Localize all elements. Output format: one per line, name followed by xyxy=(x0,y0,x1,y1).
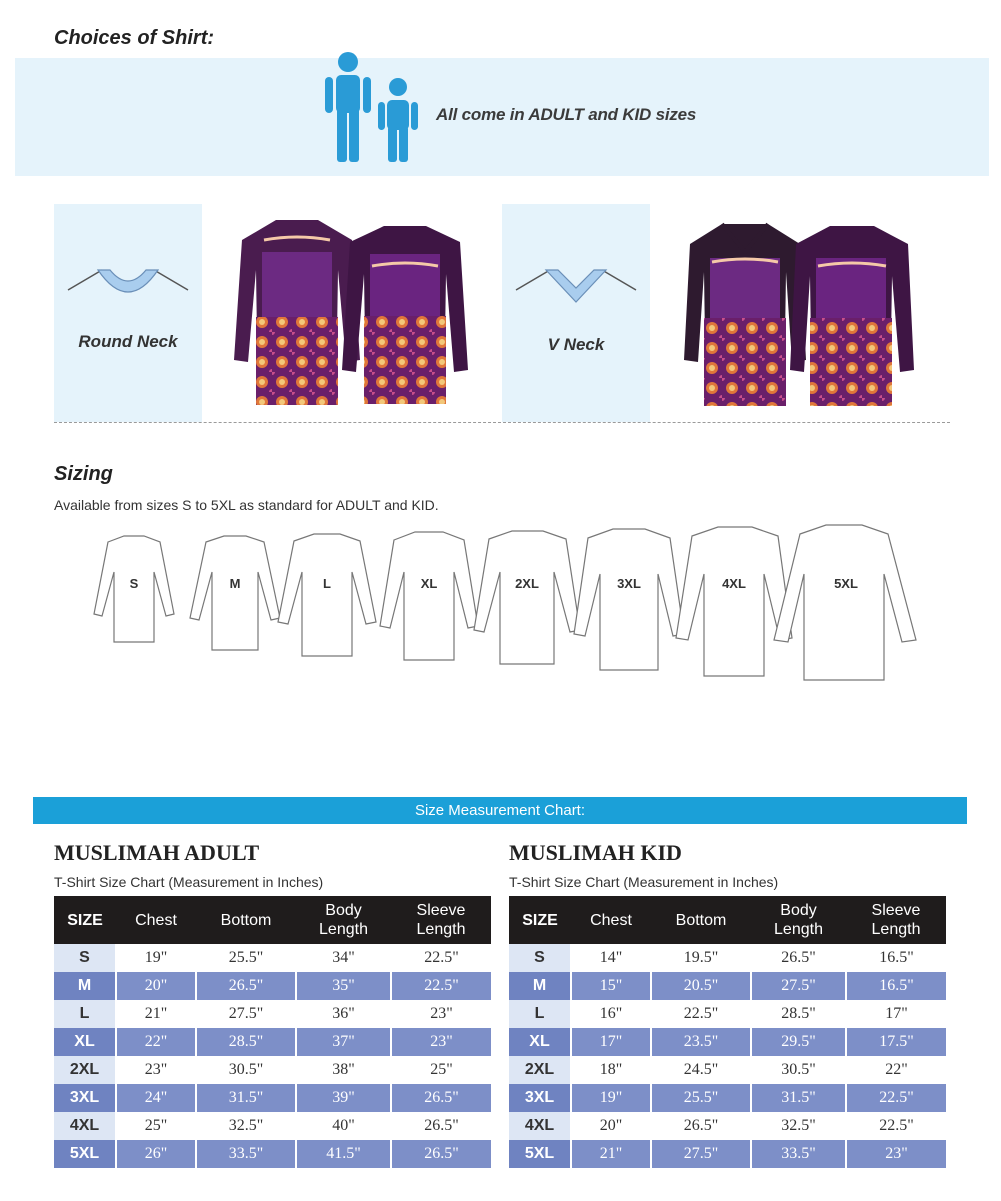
cell-body-length: 26.5" xyxy=(751,944,846,972)
cell-size: 4XL xyxy=(54,1112,116,1140)
cell-body-length: 31.5" xyxy=(751,1084,846,1112)
cell-chest: 20" xyxy=(116,972,196,1000)
round-neck-icon xyxy=(66,262,190,308)
cell-chest: 21" xyxy=(571,1140,651,1168)
size-shirt-4xl-icon xyxy=(676,527,792,676)
cell-sleeve-length: 22" xyxy=(846,1056,946,1084)
cell-bottom: 27.5" xyxy=(196,1000,296,1028)
cell-size: M xyxy=(509,972,571,1000)
cell-bottom: 22.5" xyxy=(651,1000,751,1028)
cell-body-length: 27.5" xyxy=(751,972,846,1000)
cell-sleeve-length: 23" xyxy=(391,1028,491,1056)
cell-body-length: 41.5" xyxy=(296,1140,391,1168)
cell-bottom: 30.5" xyxy=(196,1056,296,1084)
size-label-4xl: 4XL xyxy=(722,576,746,591)
v-neck-icon xyxy=(514,262,638,308)
table-row xyxy=(509,1112,946,1140)
size-label-3xl: 3XL xyxy=(617,576,641,591)
cell-bottom: 19.5" xyxy=(651,944,751,972)
size-shirt-l-icon xyxy=(278,534,376,656)
size-label-xl: XL xyxy=(420,576,438,591)
table-row xyxy=(54,1000,491,1028)
cell-size: L xyxy=(54,1000,116,1028)
size-shirt-m-icon xyxy=(190,536,280,650)
cell-chest: 20" xyxy=(571,1112,651,1140)
adult-size-table xyxy=(54,896,491,1168)
cell-sleeve-length: 22.5" xyxy=(846,1112,946,1140)
cell-body-length: 35" xyxy=(296,972,391,1000)
cell-size: L xyxy=(509,1000,571,1028)
table-row xyxy=(54,972,491,1000)
table-row xyxy=(54,1140,491,1168)
cell-bottom: 26.5" xyxy=(651,1112,751,1140)
cell-sleeve-length: 26.5" xyxy=(391,1140,491,1168)
cell-chest: 19" xyxy=(571,1084,651,1112)
cell-sleeve-length: 17.5" xyxy=(846,1028,946,1056)
cell-size: 5XL xyxy=(54,1140,116,1168)
table-row xyxy=(509,1140,946,1168)
cell-chest: 15" xyxy=(571,972,651,1000)
size-label-2xl: 2XL xyxy=(515,576,539,591)
cell-chest: 26" xyxy=(116,1140,196,1168)
cell-sleeve-length: 22.5" xyxy=(391,972,491,1000)
cell-size: XL xyxy=(509,1028,571,1056)
table-header-row xyxy=(509,896,946,944)
cell-sleeve-length: 17" xyxy=(846,1000,946,1028)
cell-body-length: 37" xyxy=(296,1028,391,1056)
kid-table-title: MUSLIMAH KID xyxy=(509,840,682,865)
banner-text: All come in ADULT and KID sizes xyxy=(436,105,697,124)
size-label-l: L xyxy=(323,576,331,591)
header-sleeve-length: Sleeve Length xyxy=(846,896,946,944)
cell-chest: 25" xyxy=(116,1112,196,1140)
cell-sleeve-length: 22.5" xyxy=(846,1084,946,1112)
cell-sleeve-length: 23" xyxy=(391,1000,491,1028)
table-row xyxy=(54,1084,491,1112)
cell-sleeve-length: 22.5" xyxy=(391,944,491,972)
cell-size: XL xyxy=(54,1028,116,1056)
cell-bottom: 28.5" xyxy=(196,1028,296,1056)
adult-kid-figures-icon xyxy=(318,50,428,165)
kid-size-table xyxy=(509,896,946,1168)
table-row xyxy=(509,1056,946,1084)
cell-body-length: 28.5" xyxy=(751,1000,846,1028)
cell-bottom: 27.5" xyxy=(651,1140,751,1168)
header-size: SIZE xyxy=(54,896,116,944)
cell-sleeve-length: 25" xyxy=(391,1056,491,1084)
cell-body-length: 29.5" xyxy=(751,1028,846,1056)
cell-size: 5XL xyxy=(509,1140,571,1168)
cell-bottom: 31.5" xyxy=(196,1084,296,1112)
section-divider xyxy=(54,422,950,423)
cell-bottom: 25.5" xyxy=(196,944,296,972)
cell-chest: 22" xyxy=(116,1028,196,1056)
cell-chest: 14" xyxy=(571,944,651,972)
size-shirt-xl-icon xyxy=(380,532,478,660)
cell-chest: 16" xyxy=(571,1000,651,1028)
table-row xyxy=(54,1112,491,1140)
v-neck-shirts-image xyxy=(682,218,918,412)
table-row xyxy=(509,1000,946,1028)
size-outline-row xyxy=(84,522,924,687)
kid-table-subtitle: T-Shirt Size Chart (Measurement in Inches) xyxy=(509,874,779,890)
cell-size: 2XL xyxy=(54,1056,116,1084)
sizing-subtitle: Available from sizes S to 5XL as standard for ADULT and KID. xyxy=(54,497,439,513)
table-header-row xyxy=(54,896,491,944)
header-bottom: Bottom xyxy=(651,896,751,944)
table-row xyxy=(54,1028,491,1056)
header-size: SIZE xyxy=(509,896,571,944)
cell-bottom: 25.5" xyxy=(651,1084,751,1112)
sizing-heading: Sizing xyxy=(54,463,113,485)
cell-chest: 24" xyxy=(116,1084,196,1112)
round-neck-shirts-image xyxy=(232,212,472,412)
header-chest: Chest xyxy=(571,896,651,944)
v-neck-option xyxy=(502,204,650,422)
cell-chest: 18" xyxy=(571,1056,651,1084)
header-sleeve-length: Sleeve Length xyxy=(391,896,491,944)
table-row xyxy=(509,972,946,1000)
header-bottom: Bottom xyxy=(196,896,296,944)
cell-body-length: 38" xyxy=(296,1056,391,1084)
table-row xyxy=(509,1028,946,1056)
size-label-m: M xyxy=(229,576,241,591)
header-chest: Chest xyxy=(116,896,196,944)
cell-size: S xyxy=(509,944,571,972)
cell-bottom: 33.5" xyxy=(196,1140,296,1168)
cell-body-length: 40" xyxy=(296,1112,391,1140)
round-neck-label: Round Neck xyxy=(78,332,178,351)
size-label-5xl: 5XL xyxy=(834,576,858,591)
cell-size: 4XL xyxy=(509,1112,571,1140)
cell-chest: 23" xyxy=(116,1056,196,1084)
cell-sleeve-length: 16.5" xyxy=(846,972,946,1000)
cell-chest: 17" xyxy=(571,1028,651,1056)
v-neck-label: V Neck xyxy=(547,335,605,354)
adult-table-title: MUSLIMAH ADULT xyxy=(54,840,260,865)
header-body-length: Body Length xyxy=(751,896,846,944)
cell-body-length: 36" xyxy=(296,1000,391,1028)
cell-bottom: 20.5" xyxy=(651,972,751,1000)
cell-sleeve-length: 16.5" xyxy=(846,944,946,972)
cell-body-length: 32.5" xyxy=(751,1112,846,1140)
size-shirt-5xl-icon xyxy=(774,525,916,680)
cell-body-length: 33.5" xyxy=(751,1140,846,1168)
cell-size: 3XL xyxy=(509,1084,571,1112)
cell-chest: 21" xyxy=(116,1000,196,1028)
cell-bottom: 24.5" xyxy=(651,1056,751,1084)
header-body-length: Body Length xyxy=(296,896,391,944)
cell-sleeve-length: 23" xyxy=(846,1140,946,1168)
cell-size: 3XL xyxy=(54,1084,116,1112)
table-row xyxy=(509,1084,946,1112)
table-row xyxy=(509,944,946,972)
size-shirt-3xl-icon xyxy=(574,529,684,670)
round-neck-option xyxy=(54,204,202,422)
cell-sleeve-length: 26.5" xyxy=(391,1112,491,1140)
adult-table-subtitle: T-Shirt Size Chart (Measurement in Inches) xyxy=(54,874,324,890)
choices-heading: Choices of Shirt: xyxy=(54,27,215,49)
size-label-s: S xyxy=(129,576,139,591)
cell-bottom: 32.5" xyxy=(196,1112,296,1140)
size-shirt-2xl-icon xyxy=(474,531,580,664)
cell-bottom: 23.5" xyxy=(651,1028,751,1056)
cell-size: S xyxy=(54,944,116,972)
cell-size: 2XL xyxy=(509,1056,571,1084)
cell-chest: 19" xyxy=(116,944,196,972)
cell-bottom: 26.5" xyxy=(196,972,296,1000)
cell-size: M xyxy=(54,972,116,1000)
cell-body-length: 30.5" xyxy=(751,1056,846,1084)
cell-sleeve-length: 26.5" xyxy=(391,1084,491,1112)
table-row xyxy=(54,944,491,972)
cell-body-length: 39" xyxy=(296,1084,391,1112)
table-row xyxy=(54,1056,491,1084)
size-chart-banner: Size Measurement Chart: xyxy=(33,797,967,824)
cell-body-length: 34" xyxy=(296,944,391,972)
